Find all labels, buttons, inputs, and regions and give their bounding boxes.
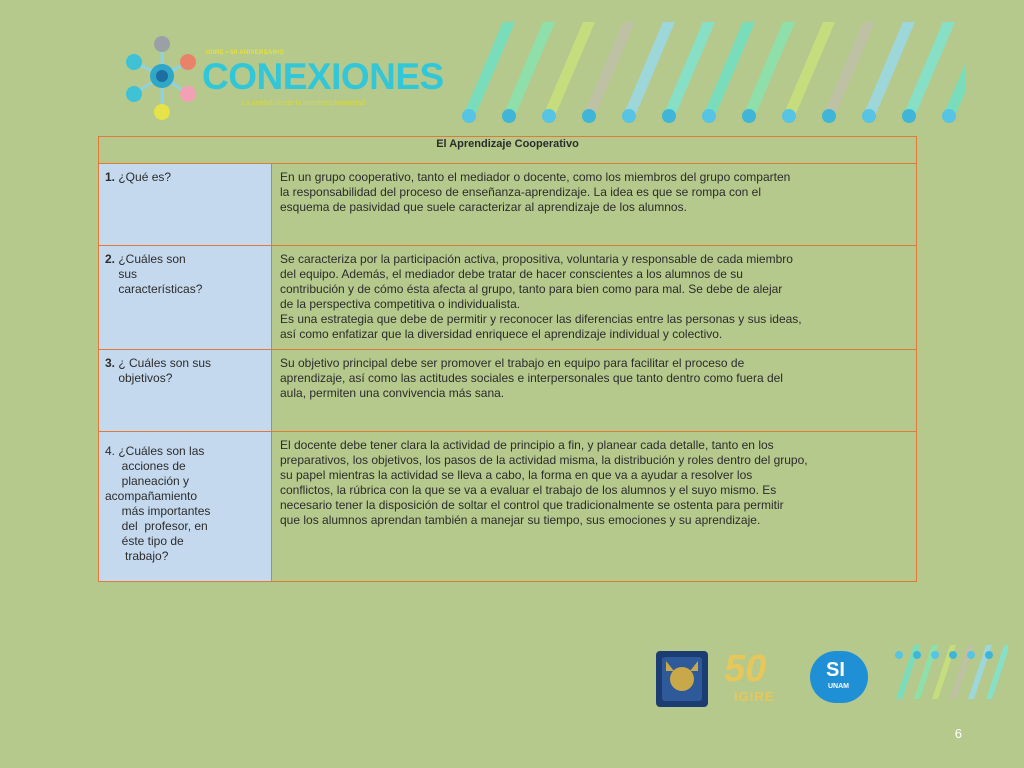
stripe-shape [543, 22, 595, 116]
question-text: éste tipo de [105, 534, 184, 548]
stripe-dot [931, 651, 939, 659]
stripe-dot [862, 109, 876, 123]
stripe-dot [662, 109, 676, 123]
answer-line: El docente debe tener clara la actividad de principio a fin, y planear cada detalle, tanto en los [280, 438, 774, 452]
si-unam-logo [810, 645, 870, 705]
answer-line: Su objetivo principal debe ser promover el trabajo en equipo para facilitar el proceso de [280, 356, 745, 370]
stripe-shape [743, 22, 795, 116]
answer-cell [272, 432, 917, 582]
decorative-stripes [455, 22, 965, 126]
question-text: objetivos? [105, 371, 173, 385]
stripe-dot [582, 109, 596, 123]
question-text: del profesor, en [105, 519, 208, 533]
table-row [99, 246, 917, 350]
question-number: 2. [105, 252, 116, 266]
stripe-dot [985, 651, 993, 659]
answer-line: Es una estrategia que debe de permitir y reconocer las diferencias entre las personas y sus ideas, [280, 312, 802, 326]
stripe-shape [663, 22, 715, 116]
table-title: El Aprendizaje Cooperativo [99, 137, 917, 164]
question-text: acciones de [105, 459, 186, 473]
answer-line: de la perspectiva competitiva o individualista. [280, 297, 521, 311]
stripe-shape [463, 22, 515, 116]
stripe-dot [949, 651, 957, 659]
answer-line: así como enfatizar que la diversidad enriquece el aprendizaje individual y colectivo. [280, 327, 723, 341]
answer-line: la responsabilidad del proceso de enseñanza-aprendizaje. La idea es que se rompa con el [280, 185, 761, 199]
question-cell [99, 350, 272, 432]
answer-cell [272, 350, 917, 432]
question-cell [99, 432, 272, 582]
stripe-dot [913, 651, 921, 659]
logo-subtitle: La unidad desde la interdisciplinariedad [242, 100, 365, 107]
stripe-shape [903, 22, 955, 116]
unam-crest-icon [652, 645, 712, 709]
conexiones-logo [118, 30, 444, 130]
molecule-icon [118, 30, 208, 130]
answer-line: conflictos, la rúbrica con la que se va a evaluar el trabajo de los alumnos y el suyo mismo. Es [280, 483, 777, 497]
stripe-dot [782, 109, 796, 123]
stripe-shape [623, 22, 675, 116]
table-row [99, 350, 917, 432]
question-cell [99, 246, 272, 350]
stripe-dot [742, 109, 756, 123]
answer-line: Se caracteriza por la participación activa, propositiva, voluntaria y responsable de cada miembro [280, 252, 793, 266]
stripe-shape [703, 22, 755, 116]
igire-50-logo [724, 645, 796, 709]
stripe-dot [622, 109, 636, 123]
page-number: 6 [954, 726, 962, 741]
stripe-dot [967, 651, 975, 659]
stripe-dot [502, 109, 516, 123]
question-number: 1. [105, 170, 116, 184]
stripe-dot [942, 109, 956, 123]
answer-line: aula, permiten una convivencia más sana. [280, 386, 505, 400]
question-text: acompañamiento [105, 489, 198, 503]
question-number: 3. [105, 356, 116, 370]
stripe-shape [503, 22, 555, 116]
question-text: ¿Qué es? [115, 170, 172, 184]
stripe-dot [702, 109, 716, 123]
question-text: características? [105, 282, 203, 296]
answer-cell [272, 164, 917, 246]
question-text: ¿Cuáles son [115, 252, 186, 266]
answer-cell [272, 246, 917, 350]
question-text: más importantes [105, 504, 211, 518]
stripe-dot [542, 109, 556, 123]
answer-line: del equipo. Además, el mediador debe tratar de hacer conscientes a los alumnos de su [280, 267, 743, 281]
stripe-dot [902, 109, 916, 123]
answer-line: En un grupo cooperativo, tanto el mediador o docente, como los miembros del grupo comparten [280, 170, 791, 184]
answer-line: su papel mientras la actividad se lleva a cabo, la forma en que va a ayudar a resolver los [280, 468, 753, 482]
table-row [99, 432, 917, 582]
stripe-dot [895, 651, 903, 659]
answer-line: necesario tener la disposición de soltar el control que tradicionalmente se ostenta para permitir [280, 498, 784, 512]
stripe-dot [822, 109, 836, 123]
stripe-shape [863, 22, 915, 116]
question-text: trabajo? [105, 549, 169, 563]
si-label: SI [826, 659, 845, 681]
stripe-shape [823, 22, 875, 116]
stripe-shape [783, 22, 835, 116]
answer-line: preparativos, los objetivos, los pasos de la actividad misma, la distribución y roles dentro del grupo, [280, 453, 808, 467]
answer-line: esquema de pasividad que suele caracterizar al aprendizaje de los alumnos. [280, 200, 687, 214]
si-sublabel: UNAM [828, 683, 849, 690]
logo-tagline: IGIRE • 50 ANIVERSARIO [206, 50, 285, 56]
answer-line: aprendizaje, así como las actitudes sociales e interpersonales que tanto dentro como fuera del [280, 371, 783, 385]
answer-line: que los alumnos aprendan también a manejar su tiempo, sus emociones y su aprendizaje. [280, 513, 761, 527]
igire-number: 50 [724, 648, 767, 690]
answer-line: contribución y de cómo ésta afecta al grupo, tanto para bien como para mal. Se debe de alejar [280, 282, 783, 296]
stripe-shape [583, 22, 635, 116]
igire-label: IGIRE [734, 689, 775, 704]
question-text: planeación y [105, 474, 190, 488]
decorative-stripes-small [888, 645, 1008, 709]
stripe-dot [462, 109, 476, 123]
question-text: ¿ Cuáles son sus [115, 356, 212, 370]
question-cell [99, 164, 272, 246]
question-text: 4. ¿Cuáles son las [105, 444, 205, 458]
table-row [99, 164, 917, 246]
question-text: sus [105, 267, 138, 281]
cooperative-learning-table [98, 136, 917, 582]
logo-wordmark: CONEXIONES [202, 56, 444, 97]
